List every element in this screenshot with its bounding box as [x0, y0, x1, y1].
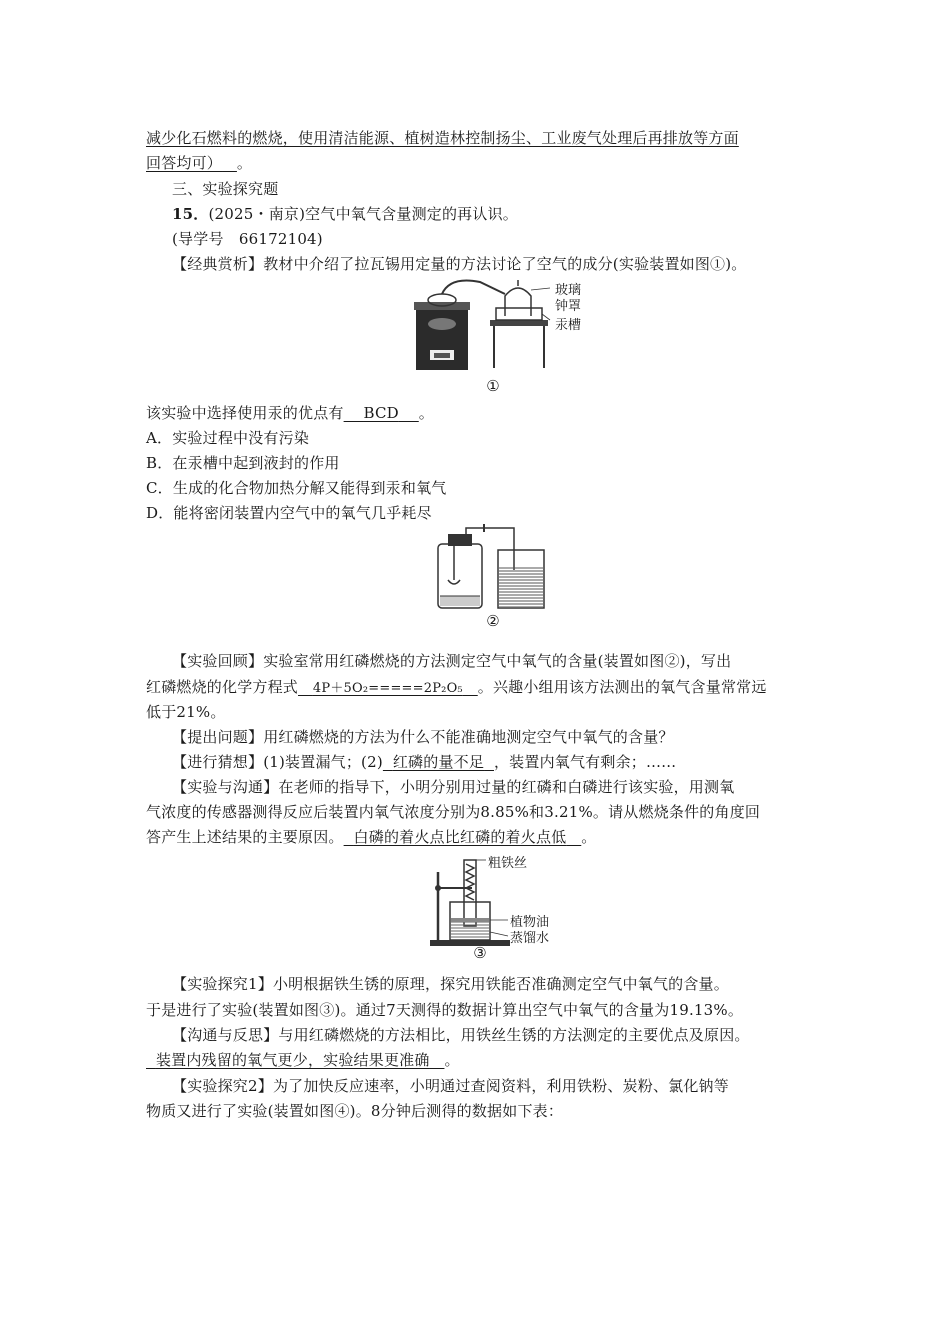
label-glass: 玻璃	[555, 283, 582, 298]
exp1-line-1: 【实验探究1】小明根据铁生锈的原理，探究用铁能否准确测定空气中氧气的含量。	[172, 975, 729, 993]
answer-line-continued: 减少化石燃料的燃烧，使用清洁能源、植树造林控制扬尘、工业废气处理后再排放等方面	[146, 129, 739, 147]
label-bell-jar: 钟罩	[555, 299, 582, 314]
reflection-answer: 装置内残留的氧气更少，实验结果更准确	[155, 1051, 430, 1069]
classic-text: 教材中介绍了拉瓦锡用定量的方法讨论了空气的成分(实验装置如图①)。	[263, 255, 747, 273]
reflection-line-1: 【沟通与反思】与用红磷燃烧的方法相比，用铁丝生锈的方法测定的主要优点及原因。	[172, 1026, 750, 1044]
question-number: 15．	[172, 205, 209, 223]
chemical-equation: 4P＋5O₂=====2P₂O₅	[312, 681, 463, 696]
mercury-question	[146, 402, 434, 424]
communication-blank	[344, 826, 582, 848]
raise-question: 【提出问题】用红磷燃烧的方法为什么不能准确地测定空气中氧气的含量？	[172, 728, 674, 746]
label-mercury-trough: 汞槽	[555, 318, 582, 333]
question-title	[172, 203, 518, 225]
equation-blank	[298, 676, 478, 700]
guide-number: (导学号 66172104)	[172, 230, 323, 248]
option-a: A．实验过程中没有污染	[146, 429, 310, 447]
hypothesis-text-cont: ，装置内氧气有剩余；……	[493, 753, 677, 771]
review-text-cont: 。兴趣小组用该方法测出的氧气含量常常远	[477, 678, 767, 696]
hypothesis-answer: 红磷的量不足	[392, 753, 485, 771]
figure-1-lavoisier-apparatus	[410, 276, 560, 376]
option-c: C．生成的化合物加热分解又能得到汞和氧气	[146, 479, 447, 497]
communication-line-2: 气浓度的传感器测得反应后装置内氧气浓度分别为8.85%和3.21%。请从燃烧条件的角度回	[146, 803, 761, 821]
mercury-answer: BCD	[363, 404, 399, 422]
period: 。	[236, 154, 253, 172]
communication-text: 答产生上述结果的主要原因。	[146, 828, 344, 846]
reflection-line-2	[146, 1049, 460, 1071]
classic-tag: 【经典赏析】	[172, 255, 264, 273]
mercury-question-text: 该实验中选择使用汞的优点有	[146, 404, 344, 422]
option-d: D．能将密闭装置内空气中的氧气几乎耗尽	[146, 504, 432, 522]
label-vegetable-oil: 植物油	[510, 915, 550, 930]
figure-2-caption: ②	[486, 612, 500, 630]
period: 。	[581, 828, 597, 846]
reflection-blank	[146, 1049, 444, 1071]
figure-2-red-phosphorus-apparatus	[432, 522, 552, 612]
review-line-1: 【实验回顾】实验室常用红磷燃烧的方法测定空气中氧气的含量(装置如图②)，写出	[172, 652, 732, 670]
review-line-2	[146, 676, 767, 700]
figure-3-caption: ③	[473, 944, 487, 962]
answer-blank	[222, 152, 237, 174]
answer-line-end	[146, 152, 252, 174]
question-source: (2025・南京)空气中氧气含量测定的再认识。	[208, 205, 518, 223]
period: 。	[418, 404, 434, 422]
mercury-answer-blank	[344, 402, 419, 424]
figure-1-caption: ①	[486, 377, 500, 395]
option-b: B．在汞槽中起到液封的作用	[146, 454, 340, 472]
review-line-3: 低于21%。	[146, 703, 226, 721]
hypothesis	[172, 751, 676, 773]
label-distilled-water: 蒸馏水	[510, 931, 550, 946]
section-heading: 三、实验探究题	[172, 180, 279, 198]
period: 。	[444, 1051, 460, 1069]
communication-line-1: 【实验与沟通】在老师的指导下，小明分别用过量的红磷和白磷进行该实验，用测氧	[172, 778, 735, 796]
answer-tail: 回答均可）	[146, 154, 223, 172]
exp2-line-1: 【实验探究2】为了加快反应速率，小明通过查阅资料，利用铁粉、炭粉、氯化钠等	[172, 1077, 729, 1095]
hypothesis-blank	[383, 751, 494, 773]
classic-appreciation	[172, 253, 747, 275]
label-iron-wire: 粗铁丝	[488, 856, 528, 871]
communication-line-3	[146, 826, 596, 848]
communication-answer: 白磷的着火点比红磷的着火点低	[353, 828, 567, 846]
exp1-line-2: 于是进行了实验(装置如图③)。通过7天测得的数据计算出空气中氧气的含量为19.13%。	[146, 1001, 744, 1019]
exp2-line-2: 物质又进行了实验(装置如图④)。8分钟后测得的数据如下表：	[146, 1102, 564, 1120]
hypothesis-text: 【进行猜想】(1)装置漏气；(2)	[172, 753, 383, 771]
review-text: 红磷燃烧的化学方程式	[146, 678, 299, 696]
